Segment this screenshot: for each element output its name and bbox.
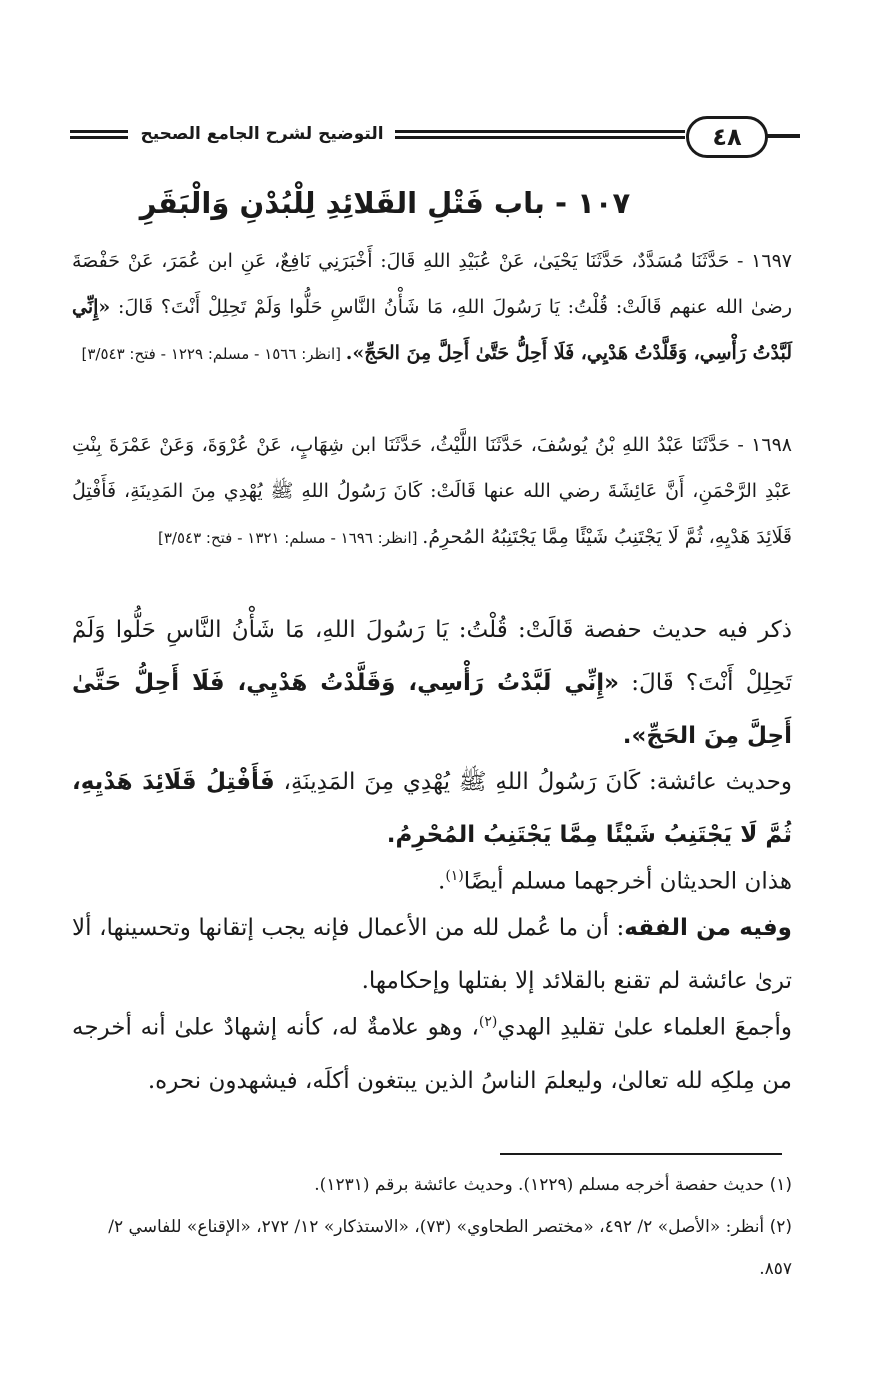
hadith-text: ١٦٩٧ - حَدَّثَنَا مُسَدَّدٌ، حَدَّثَنَا يَحْيَىٰ، عَنْ عُبَيْدِ اللهِ قَالَ: أَخْبَرَنِي نَافِعٌ، عَنِ ابن عُمَرَ، عَنْ حَفْصَةَ رضىٰ الله عنهم قَالَتْ: قُلْتُ: يَا رَسُولَ اللهِ، مَا شَأْنُ النَّاسِ حَلُّوا وَلَمْ تَحِلِلْ أَنْتَ؟ قَالَ: (72, 250, 792, 318)
footnote-separator (500, 1153, 782, 1155)
footnote-text: أنظر: «الأصل» ٢/ ٤٩٢، «مختصر الطحاوي» (٧٣)، «الاستذكار» ١٢/ ٢٧٢، «الإقناع» للفاسي ٢/ ٨٥٧. (108, 1217, 792, 1279)
footnote (72, 1206, 792, 1290)
hadith-1697 (72, 238, 792, 377)
hadith-text: ١٦٩٨ - حَدَّثَنَا عَبْدُ اللهِ بْنُ يُوسُفَ، حَدَّثَنَا اللَّيْثُ، حَدَّثَنَا ابن شِهَابٍ، عَنْ عُرْوَةَ، وَعَنْ عَمْرَةَ بِنْتِ عَبْدِ الرَّحْمَنِ، أَنَّ عَائِشَةَ رضي الله عنها قَالَتْ: كَانَ رَسُولُ اللهِ ﷺ يُهْدِي مِنَ المَدِينَةِ، فَأَفْتِلُ قَلَائِدَ هَدْيِهِ، ثُمَّ لَا يَجْتَنِبُ شَيْئًا مِمَّا يَجْتَنِبُهُ المُحرِمُ. (72, 434, 792, 548)
chapter-title: ١٠٧ - باب فَتْلِ القَلائِدِ لِلْبُدْنِ وَالْبَقَرِ (139, 186, 631, 220)
footnote-number: (٢) (769, 1217, 792, 1237)
commentary-text: : أن ما عُمل لله من الأعمال فإنه يجب إتقانها وتحسينها، ألا ترىٰ عائشة لم تقنع بالقلائد إلا بفتلها وإحكامها. (72, 915, 792, 994)
hadith-reference: [انظر: ١٦٩٦ - مسلم: ١٣٢١ - فتح: ٣/٥٤٣] (158, 529, 423, 547)
commentary-paragraph (72, 996, 812, 1108)
commentary-paragraph (72, 850, 812, 909)
hadith-reference: [انظر: ١٥٦٦ - مسلم: ١٢٢٩ - فتح: ٣/٥٤٣] (81, 345, 346, 363)
commentary-text: ذكر فيه حديث حفصة قَالَتْ: قُلْتُ: يَا رَسُولَ اللهِ، مَا شَأْنُ النَّاسِ حَلُّوا وَلَمْ تَحِلِلْ أَنْتَ؟ قَالَ: (72, 617, 793, 696)
running-title: التوضيح لشرح الجامع الصحيح (140, 124, 384, 144)
header-rule-left (70, 130, 128, 144)
commentary-paragraph (72, 756, 792, 862)
footnote (72, 1164, 792, 1206)
commentary-paragraph (72, 604, 812, 763)
footnote-marker: (٢) (478, 1014, 498, 1030)
commentary-text: هذان الحديثان أخرجهما مسلم أيضًا (463, 868, 792, 895)
commentary-text: وحديث عائشة: كَانَ رَسُولُ اللهِ ﷺ يُهْدِي مِنَ المَدِينَةِ، (274, 769, 792, 795)
commentary-text: وأجمعَ العلماء علىٰ تقليدِ الهدي (497, 1014, 792, 1041)
header-rule-right (395, 130, 685, 144)
commentary-quote: فَأَفْتِلُ قَلَائِدَ هَدْيِهِ، ثُمَّ لَا يَجْتَنِبُ شَيْئًا مِمَّا يَجْتَنِبُ المُحْرِمُ. (72, 769, 792, 848)
footnotes (72, 1164, 792, 1290)
hadith-quote: «إِنِّي لَبَّدْتُ رَأْسِي، وَقَلَّدْتُ هَدْيِي، فَلَا أَحِلُّ حَتَّىٰ أَحِلَّ مِنَ الحَجِّ». (72, 296, 792, 364)
section-lead: وفيه من الفقه (624, 915, 792, 941)
page-header (60, 112, 800, 162)
footnote-marker: (١) (445, 868, 464, 884)
commentary-paragraph (72, 902, 792, 1008)
period: . (438, 868, 446, 895)
commentary-text: ، وهو علامةٌ له، كأنه إشهادٌ علىٰ أنه أخرجه من مِلكِه لله تعالىٰ، وليعلمَ الناسُ الذين يبتغون أكلَه، فيشهدون نحره. (72, 1014, 792, 1094)
page-number: ٤٨ (686, 116, 768, 158)
footnote-number: (١) (769, 1175, 792, 1195)
page-badge-tail (766, 134, 800, 138)
hadith-1698 (72, 422, 792, 561)
commentary-quote: «إِنِّي لَبَّدْتُ رَأْسِي، وَقَلَّدْتُ هَدْيِي، فَلَا أَحِلُّ حَتَّىٰ أَحِلَّ مِنَ الحَجِّ». (72, 670, 792, 749)
footnote-text: حديث حفصة أخرجه مسلم (١٢٢٩). وحديث عائشة برقم (١٢٣١). (314, 1175, 765, 1195)
